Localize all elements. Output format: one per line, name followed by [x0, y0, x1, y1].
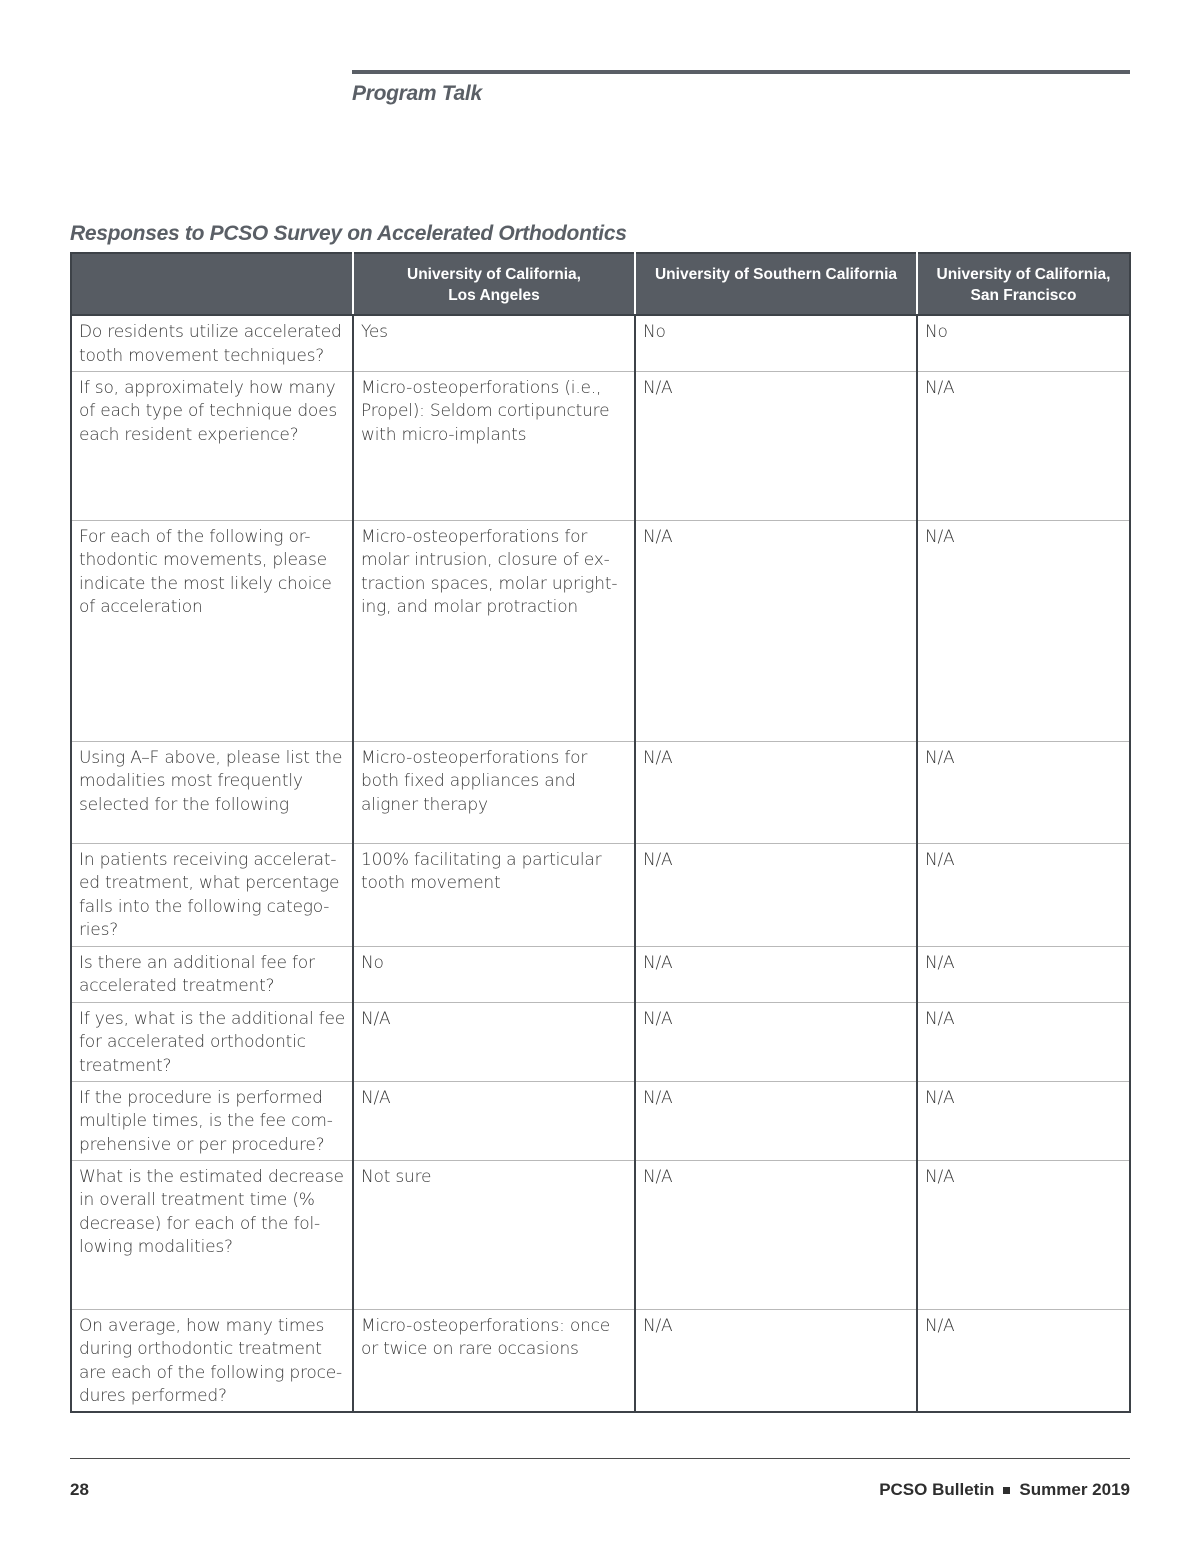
- question-cell: On average, how many times during orthodontic treatment are each of the following proce-dures performed?: [71, 1309, 353, 1412]
- ucla-cell: Not sure: [353, 1160, 635, 1309]
- ucsf-cell: N/A: [917, 843, 1130, 946]
- question-cell: Using A–F above, please list the modalities most frequently selected for the following: [71, 741, 353, 843]
- square-bullet-icon: [1003, 1487, 1010, 1494]
- ucla-cell: No: [353, 946, 635, 1002]
- ucsf-cell: N/A: [917, 371, 1130, 520]
- ucla-cell: Micro-osteoperforations (i.e., Propel): Seldom cortipuncture with micro-implants: [353, 371, 635, 520]
- header-cell-question: [71, 253, 353, 315]
- usc-cell: N/A: [635, 1002, 917, 1081]
- page-number: 28: [70, 1480, 89, 1499]
- ucla-cell: Yes: [353, 315, 635, 371]
- publication-info: [879, 1480, 1130, 1500]
- header-cell-usc: [635, 253, 917, 315]
- table-row: [71, 1002, 1130, 1081]
- table-row: [71, 315, 1130, 371]
- ucsf-cell: N/A: [917, 1160, 1130, 1309]
- usc-cell: N/A: [635, 741, 917, 843]
- question-cell: What is the estimated decrease in overall treatment time (% decrease) for each of the fol-lowing modalities?: [71, 1160, 353, 1309]
- header-ucla-label: University of California, Los Angeles: [407, 266, 581, 304]
- ucsf-cell: No: [917, 315, 1130, 371]
- question-cell: If yes, what is the additional fee for accelerated orthodontic treatment?: [71, 1002, 353, 1081]
- table-row: [71, 520, 1130, 741]
- usc-cell: N/A: [635, 520, 917, 741]
- table-row: [71, 1160, 1130, 1309]
- table-title: Responses to PCSO Survey on Accelerated Orthodontics: [70, 222, 627, 245]
- ucsf-cell: N/A: [917, 1309, 1130, 1412]
- usc-cell: N/A: [635, 1309, 917, 1412]
- usc-cell: N/A: [635, 946, 917, 1002]
- usc-cell: No: [635, 315, 917, 371]
- question-cell: Do residents utilize accelerated tooth movement techniques?: [71, 315, 353, 371]
- usc-cell: N/A: [635, 371, 917, 520]
- ucsf-cell: N/A: [917, 1081, 1130, 1160]
- footer-rule: [70, 1458, 1130, 1459]
- usc-cell: N/A: [635, 1160, 917, 1309]
- table-row: [71, 371, 1130, 520]
- ucla-cell: Micro-osteoperforations for both fixed appliances and aligner therapy: [353, 741, 635, 843]
- header-ucsf-label: University of California, San Francisco: [936, 266, 1111, 304]
- publication-name: PCSO Bulletin: [879, 1480, 995, 1499]
- table-row: [71, 1081, 1130, 1160]
- question-cell: In patients receiving accelerat-ed treatment, what percentage falls into the following catego-ries?: [71, 843, 353, 946]
- usc-cell: N/A: [635, 1081, 917, 1160]
- question-cell: If the procedure is performed multiple times, is the fee com-prehensive or per procedure?: [71, 1081, 353, 1160]
- header-cell-ucsf: [917, 253, 1130, 315]
- header-cell-ucla: [353, 253, 635, 315]
- ucsf-cell: N/A: [917, 741, 1130, 843]
- header-usc-label: University of Southern California: [654, 266, 897, 283]
- section-label: Program Talk: [352, 82, 482, 105]
- table-row: [71, 741, 1130, 843]
- usc-cell: N/A: [635, 843, 917, 946]
- issue-date: Summer 2019: [1019, 1480, 1130, 1499]
- ucla-cell: N/A: [353, 1081, 635, 1160]
- ucsf-cell: N/A: [917, 946, 1130, 1002]
- ucla-cell: 100% facilitating a particular tooth movement: [353, 843, 635, 946]
- table-header-row: [71, 253, 1130, 315]
- ucla-cell: Micro-osteoperforations: once or twice on rare occasions: [353, 1309, 635, 1412]
- ucla-cell: Micro-osteoperforations for molar intrusion, closure of ex-traction spaces, molar upright-ing, and molar protraction: [353, 520, 635, 741]
- ucsf-cell: N/A: [917, 1002, 1130, 1081]
- question-cell: If so, approximately how many of each type of technique does each resident experience?: [71, 371, 353, 520]
- ucsf-cell: N/A: [917, 520, 1130, 741]
- survey-table: [70, 252, 1131, 1413]
- question-cell: For each of the following or-thodontic movements, please indicate the most likely choice of acceleration: [71, 520, 353, 741]
- table-row: [71, 1309, 1130, 1412]
- table-row: [71, 946, 1130, 1002]
- question-cell: Is there an additional fee for accelerated treatment?: [71, 946, 353, 1002]
- table-row: [71, 843, 1130, 946]
- top-rule: [352, 70, 1130, 74]
- ucla-cell: N/A: [353, 1002, 635, 1081]
